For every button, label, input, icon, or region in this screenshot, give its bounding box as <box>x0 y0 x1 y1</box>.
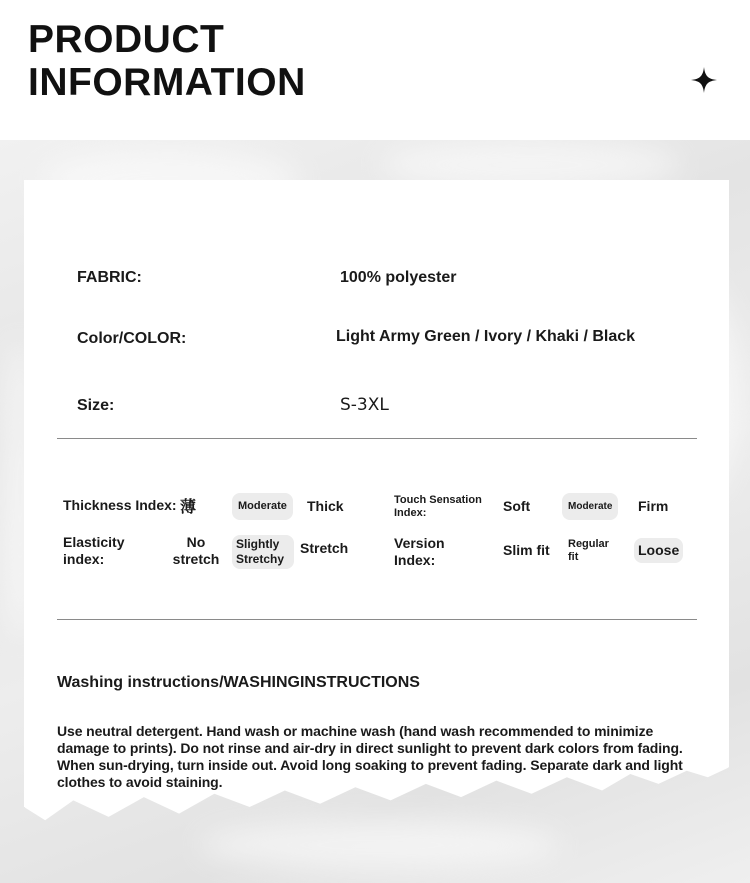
page-title <box>28 18 306 104</box>
washing-text: Use neutral detergent. Hand wash or machine wash (hand wash recommended to minimize damage to prints). Do not rinse and air-dry in direct sunlight to prevent dark colors from fading. When sun-drying, turn inside out. Avoid long soaking to prevent fading. Separate dark and light clothes to avoid staining. <box>57 723 683 790</box>
version-index-label: Version Index: <box>394 535 445 568</box>
washing-title: Washing instructions/WASHINGINSTRUCTIONS <box>57 674 420 691</box>
title-line-1: PRODUCT <box>28 18 225 61</box>
touch-index-label: Touch Sensation Index: <box>394 494 482 519</box>
touch-option-soft: Soft <box>503 498 531 514</box>
color-value: Light Army Green / Ivory / Khaki / Black <box>336 328 636 345</box>
title-line-2: INFORMATION <box>28 61 306 104</box>
thickness-option-thick: Thick <box>307 498 344 514</box>
size-value: S-3XL <box>340 395 389 415</box>
divider-top <box>57 438 697 439</box>
version-option-loose: Loose <box>634 538 683 563</box>
thickness-option-moderate: Moderate <box>232 493 293 520</box>
size-label: Size: <box>77 397 115 414</box>
elasticity-option-no-stretch: No stretch <box>172 534 220 567</box>
fabric-label: FABRIC: <box>77 269 142 286</box>
thickness-index-label: Thickness Index: <box>63 497 177 513</box>
divider-bottom <box>57 619 697 620</box>
elasticity-index-label: Elasticity index: <box>63 534 125 567</box>
thickness-option-thin: 薄 <box>180 499 197 516</box>
version-option-regular-fit: Regular fit <box>568 538 609 563</box>
sparkle-icon <box>690 66 718 94</box>
elasticity-option-stretch: Stretch <box>300 540 349 556</box>
elasticity-option-slightly-stretchy: Slightly Stretchy <box>232 535 294 569</box>
touch-option-moderate: Moderate <box>562 493 618 520</box>
color-label: Color/COLOR: <box>77 330 187 347</box>
touch-option-firm: Firm <box>638 498 669 514</box>
version-option-slim-fit: Slim fit <box>503 542 550 558</box>
fabric-value: 100% polyester <box>340 269 457 286</box>
